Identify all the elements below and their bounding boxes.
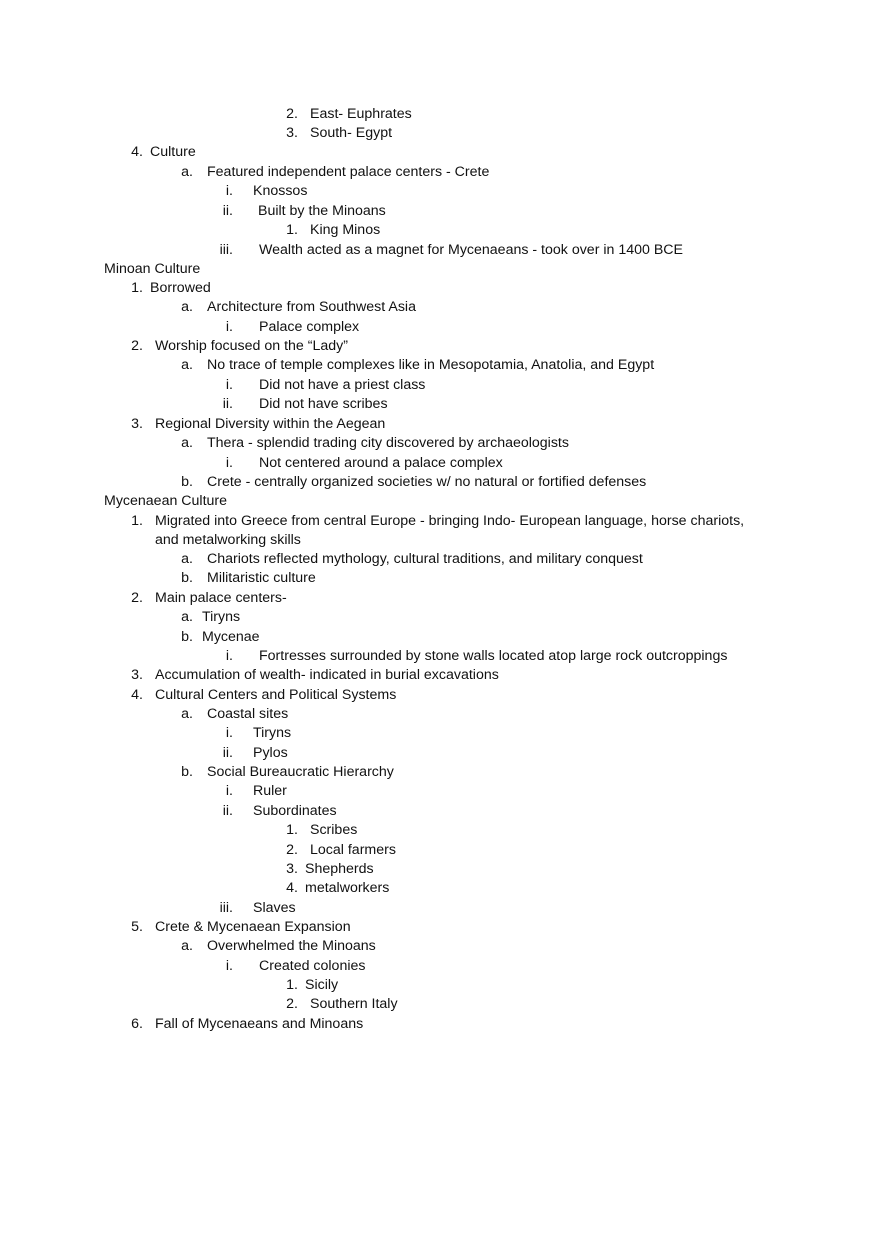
list-item-text: Not centered around a palace complex — [259, 455, 503, 471]
list-item-text: Accumulation of wealth- indicated in burial excavations — [155, 667, 499, 683]
list-marker: a. — [181, 299, 193, 315]
list-marker: a. — [181, 706, 193, 722]
list-marker: iii. — [219, 900, 233, 916]
list-marker: 1. — [286, 822, 298, 838]
list-marker: i. — [225, 319, 233, 335]
list-item-text: South- Egypt — [310, 125, 393, 141]
list-item-text: Knossos — [253, 183, 308, 199]
list-item-text: Sicily — [305, 977, 339, 993]
list-item-text: Ruler — [253, 783, 287, 799]
list-marker: 5. — [131, 919, 143, 935]
list-marker: i. — [225, 783, 233, 799]
list-marker: i. — [225, 183, 233, 199]
list-marker: ii. — [222, 396, 233, 412]
list-item-text: Mycenae — [202, 629, 260, 645]
list-marker: a. — [181, 938, 193, 954]
list-item-text: Slaves — [253, 900, 296, 916]
list-marker: i. — [225, 725, 233, 741]
list-item-text: Scribes — [310, 822, 358, 838]
list-marker: 1. — [131, 280, 143, 296]
list-marker: 4. — [131, 687, 143, 703]
list-marker: 2. — [131, 590, 143, 606]
list-item-text: Pylos — [253, 745, 288, 761]
list-item-text: Shepherds — [305, 861, 374, 877]
section-heading-minoan: Minoan Culture — [104, 261, 201, 277]
list-marker: 3. — [131, 667, 143, 683]
list-marker: 4. — [286, 880, 298, 896]
list-marker: b. — [181, 570, 193, 586]
list-item-text: Crete - centrally organized societies w/ no natural or fortified defenses — [207, 474, 647, 490]
list-marker: ii. — [222, 203, 233, 219]
list-marker: 3. — [286, 125, 298, 141]
list-item-text: Overwhelmed the Minoans — [207, 938, 376, 954]
list-item-text: metalworkers — [305, 880, 390, 896]
list-marker: 3. — [286, 861, 298, 877]
list-marker: a. — [181, 164, 193, 180]
list-marker: 1. — [286, 222, 298, 238]
list-item-text: No trace of temple complexes like in Mesopotamia, Anatolia, and Egypt — [207, 357, 655, 373]
list-item-text: Created colonies — [259, 958, 366, 974]
list-marker: b. — [181, 629, 193, 645]
list-marker: a. — [181, 435, 193, 451]
list-marker: 1. — [131, 513, 143, 529]
list-item-text: Built by the Minoans — [258, 203, 386, 219]
list-item-text: Fall of Mycenaeans and Minoans — [155, 1016, 364, 1032]
list-item-text: Featured independent palace centers - Crete — [207, 164, 490, 180]
list-item-text: East- Euphrates — [310, 106, 412, 122]
list-item-text: Regional Diversity within the Aegean — [155, 416, 386, 432]
list-item-text: Borrowed — [150, 280, 211, 296]
list-marker: i. — [225, 958, 233, 974]
list-item-text: Main palace centers- — [155, 590, 287, 606]
list-marker: a. — [181, 551, 193, 567]
list-marker: 2. — [131, 338, 143, 354]
list-marker: 1. — [286, 977, 298, 993]
list-item-text: Tiryns — [253, 725, 292, 741]
list-marker: 2. — [286, 842, 298, 858]
list-marker: iii. — [219, 242, 233, 258]
list-item-text: Fortresses surrounded by stone walls located atop large rock outcroppings — [259, 648, 728, 664]
list-item-text: Worship focused on the “Lady” — [155, 338, 348, 354]
list-item-text: Culture — [150, 144, 196, 160]
list-marker: i. — [225, 377, 233, 393]
list-item-text: Subordinates — [253, 803, 337, 819]
list-marker: 6. — [131, 1016, 143, 1032]
list-marker: a. — [181, 609, 193, 625]
list-item-text-continued: and metalworking skills — [155, 532, 301, 548]
list-item-text: King Minos — [310, 222, 381, 238]
list-item-text: Wealth acted as a magnet for Mycenaeans - took over in 1400 BCE — [259, 242, 684, 258]
list-item-text: Cultural Centers and Political Systems — [155, 687, 397, 703]
list-item-text: Local farmers — [310, 842, 396, 858]
list-marker: b. — [181, 764, 193, 780]
list-marker: ii. — [222, 803, 233, 819]
list-marker: b. — [181, 474, 193, 490]
list-item-text: Architecture from Southwest Asia — [207, 299, 416, 315]
list-marker: 2. — [286, 996, 298, 1012]
list-marker: ii. — [222, 745, 233, 761]
list-marker: i. — [225, 648, 233, 664]
list-marker: 2. — [286, 106, 298, 122]
list-item-text: Coastal sites — [207, 706, 289, 722]
list-item-text: Thera - splendid trading city discovered by archaeologists — [207, 435, 569, 451]
list-item-text: Chariots reflected mythology, cultural traditions, and military conquest — [207, 551, 643, 567]
list-item-text: Southern Italy — [310, 996, 398, 1012]
list-item-text: Palace complex — [259, 319, 360, 335]
list-item-text: Social Bureaucratic Hierarchy — [207, 764, 394, 780]
list-marker: 3. — [131, 416, 143, 432]
list-item-text: Did not have scribes — [259, 396, 388, 412]
list-marker: 4. — [131, 144, 143, 160]
list-item-text: Migrated into Greece from central Europe - bringing Indo- European language, horse chariots, — [155, 513, 745, 529]
list-marker: a. — [181, 357, 193, 373]
list-item-text: Tiryns — [202, 609, 241, 625]
list-item-text: Crete & Mycenaean Expansion — [155, 919, 351, 935]
list-item-text: Militaristic culture — [207, 570, 316, 586]
list-marker: i. — [225, 455, 233, 471]
list-item-text: Did not have a priest class — [259, 377, 426, 393]
section-heading-mycenaean: Mycenaean Culture — [104, 493, 228, 509]
